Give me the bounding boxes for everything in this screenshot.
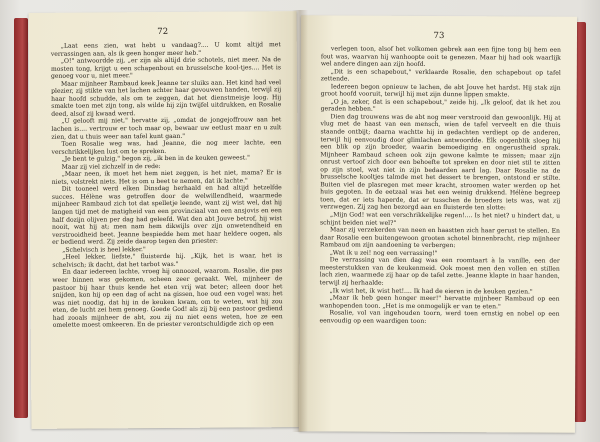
- paragraph: Toen Rosalie weg was, had Jeanne, die nog meer lachte, een verschrikkelijken lust om te spreken.: [51, 139, 282, 156]
- paragraph: „Ik wist het, ik wist het!.... Ik had de eieren in de keuken gezien.": [329, 286, 533, 295]
- paragraph: „Schelvisch is heel lekker.": [62, 245, 146, 254]
- red-cover-edge-left: [14, 18, 28, 418]
- book-gutter: [292, 10, 308, 432]
- paragraph: „Maar neen, ik moet het hem niet zeggen, is het niet, mama? Er is niets, volstrekt niets. Het is om u beet te nemen, dat ik lachte.": [51, 169, 282, 186]
- page-number-left: 72: [157, 26, 169, 38]
- paragraph: „O!" antwoordde zij, „er zijn als altijd drie schotels, niet meer. Na de mosten tong, krijgt u een schapenbout en brusselsche kool-tjes.... Het is genoeg voor u, niet meer.": [50, 56, 281, 80]
- paragraph: „Mijn God! wat een verschrikkelijke regen!.... Is het niet? u hindert dat, u schijnt beiden niet wel?": [319, 211, 561, 227]
- page-number-right: 73: [433, 30, 445, 42]
- left-page: [29, 11, 300, 429]
- paragraph: Iedereen begon opnieuw te lachen, de abt Jouve het hardst. Hij stak zijn groot hoofd vooruit, terwijl hij met zijn dunne lippen smakte.: [320, 83, 561, 99]
- paragraph: De verrassing van dien dag was een roomtaart à la vanille, een der meesterstukken van de keukenmeid. Ook moest men den vollen en stillen lach zien, waarmede zij haar op de tafel zette. Jeanne klapte in haar handen, terwijl zij herhaalde:: [319, 256, 560, 287]
- left-page-text: [29, 37, 299, 330]
- right-page-text: [299, 41, 576, 326]
- paragraph: „Laat eens zien, wat hebt u vandaag?.... U komt altijd met verrassingen aan, als ik geen honger meer heb.": [50, 41, 281, 58]
- paragraph: Maar zij viel zichzelf in de rede:: [61, 162, 161, 171]
- paragraph: En daar iedereen lachte, vroeg hij onnoozel, waarom. Rosalie, die pas weer binnen was gekomen, scheen zeer geraakt. Wel, mijnheer de pastoor bij haar thuis kende het eten vrij wat beter; alleen door het snijden, kon hij op een dag of acht na gissen, hoe oud een vogel was; het was niet noodig, dat hij in de keuken kwam, om te weten, wat hij zou eten, de lucht zei hem genoeg. Goede God! als zij bij een pastoor gediend had zooals mijnheer de abt, zou zij nu niet eens weten, hoe ze een omelette moest omkeeren. En de priester verontschuldigde zich op een: [52, 267, 283, 330]
- paragraph: Maar mijnheer Rambaud keek Jeanne ter sluiks aan. Het kind had veel plezier, zij stikte van het lachen achter haar gevouwen handen, terwijl zij haar hoofd schudde, als om te zeggen, dat het dienstmeisje loog. Hij smakte toen met zijn tong, als wilde hij zijn twijfel uitdrukken, en Rosalie deed, alsof zij kwaad werd.: [51, 78, 282, 118]
- paragraph: Maar zij verzekerden van neen en haastten zich haar gerust te stellen. En daar Rosalie een buitengewoon grooten schotel binnenbracht, riep mijnheer Rambaud om zijn aandoening te verbergen:: [319, 226, 560, 250]
- paragraph: Rosalie, vol van ingehouden toorn, werd toen ernstig en nobel op een eenvoudig op een waardigen toon:: [319, 309, 560, 325]
- paragraph: Dit tooneel werd elken Dinsdag herhaald en had altijd hetzelfde succes. Hélène was getroffen door de welwillendheid, waarmede mijnheer Rambaud zich tot dat spelletje leende, want zij wist wel, dat hij langen tijd met de matigheid van een provinciaal van een ansjovis en een half dozijn olijven per dag had geleefd. Wat den abt Jouve betrof, hij wist nooit, wat hij at; men nam hem dikwijls over zijn onwetendheid en verstrooidheid beet. Jeanne bespiedde hem met haar heldere oogen, als er bediend werd. Zij zeide daarop tegen den priester:: [51, 184, 283, 247]
- paragraph: „Maar ik heb geen honger meer!" hervatte mijnheer Rambaud op een wanhopenden toon. „Het is me onmogelijk er van te eten.": [319, 294, 560, 310]
- paragraph: „Je bent te gulzig," begon zij, „ik ben in de keuken geweest.": [61, 154, 250, 163]
- paragraph: „U gelooft mij niet," hervatte zij, „omdat de jongejoffrouw aan het lachen is.... vertrouw er toch maar op, bewaar uw eetlust maar en u zult zien, dat u thuis weer aan tafel kunt gaan.": [51, 116, 282, 141]
- paragraph: „O ja, zeker, dat is een schapebout," zeide hij. „Ik geloof, dat ik het zou geraden hebben.": [320, 98, 561, 114]
- paragraph: Dien dag trouwens was de abt nog meer verstrooid dan gewoonlijk. Hij at vlug met de haast van een mensch, wien de tafel verveelt en die thuis staande ontbijt; daarna wachtte hij in gedachten verdiept op de anderen, terwijl hij eenvoudig door glimlachen antwoordde. Elk oogenblik sloeg hij een blik op zijn broeder, waarin bemoediging en ongerustheid sprak. Mijnheer Rambaud scheen ook zijn gewone kalmte te missen; maar zijn onrust vertoof zich door een behoefte tot spreken en door niet stil te zitten op zijn stoel, wat niet in zijn bedaarden aard lag. Daar Rosalie na de brusselsche kooltjes talmde met het dessert te brengen, ontstond er stilte. Buiten viel de plasregen met meer kracht, stroomen water werden op het huis gegoten. In de eetzaal was het een weinig drukkend. Hélène begreep toen, dat er iets haperde, dat er tusschen de broeders iets was, wat zij verzwegen. Zij zag hen bezorgd aan en fluisterde ten slotte:: [320, 113, 561, 212]
- paragraph: „Heel lekker, liefste," fluisterde hij. „Kijk, het is waar, het is schelvisch; ik dacht, dat het tarbot was.": [52, 252, 283, 269]
- right-page: [299, 15, 577, 432]
- paragraph: „Wat ik u zei! nog een verrassing!": [329, 249, 438, 257]
- paragraph: „Dit is een schapebout," verklaarde Rosalie, den schapebout op tafel zettende.: [320, 68, 561, 83]
- paragraph: verlegen toon, alsof het volkomen gebrek aan een fijne tong bij hem een fout was, waarvan hij wanhoopte ooit te genezen. Maar hij had ook waarlijk wel andere dingen aan zijn hoofd.: [320, 45, 561, 69]
